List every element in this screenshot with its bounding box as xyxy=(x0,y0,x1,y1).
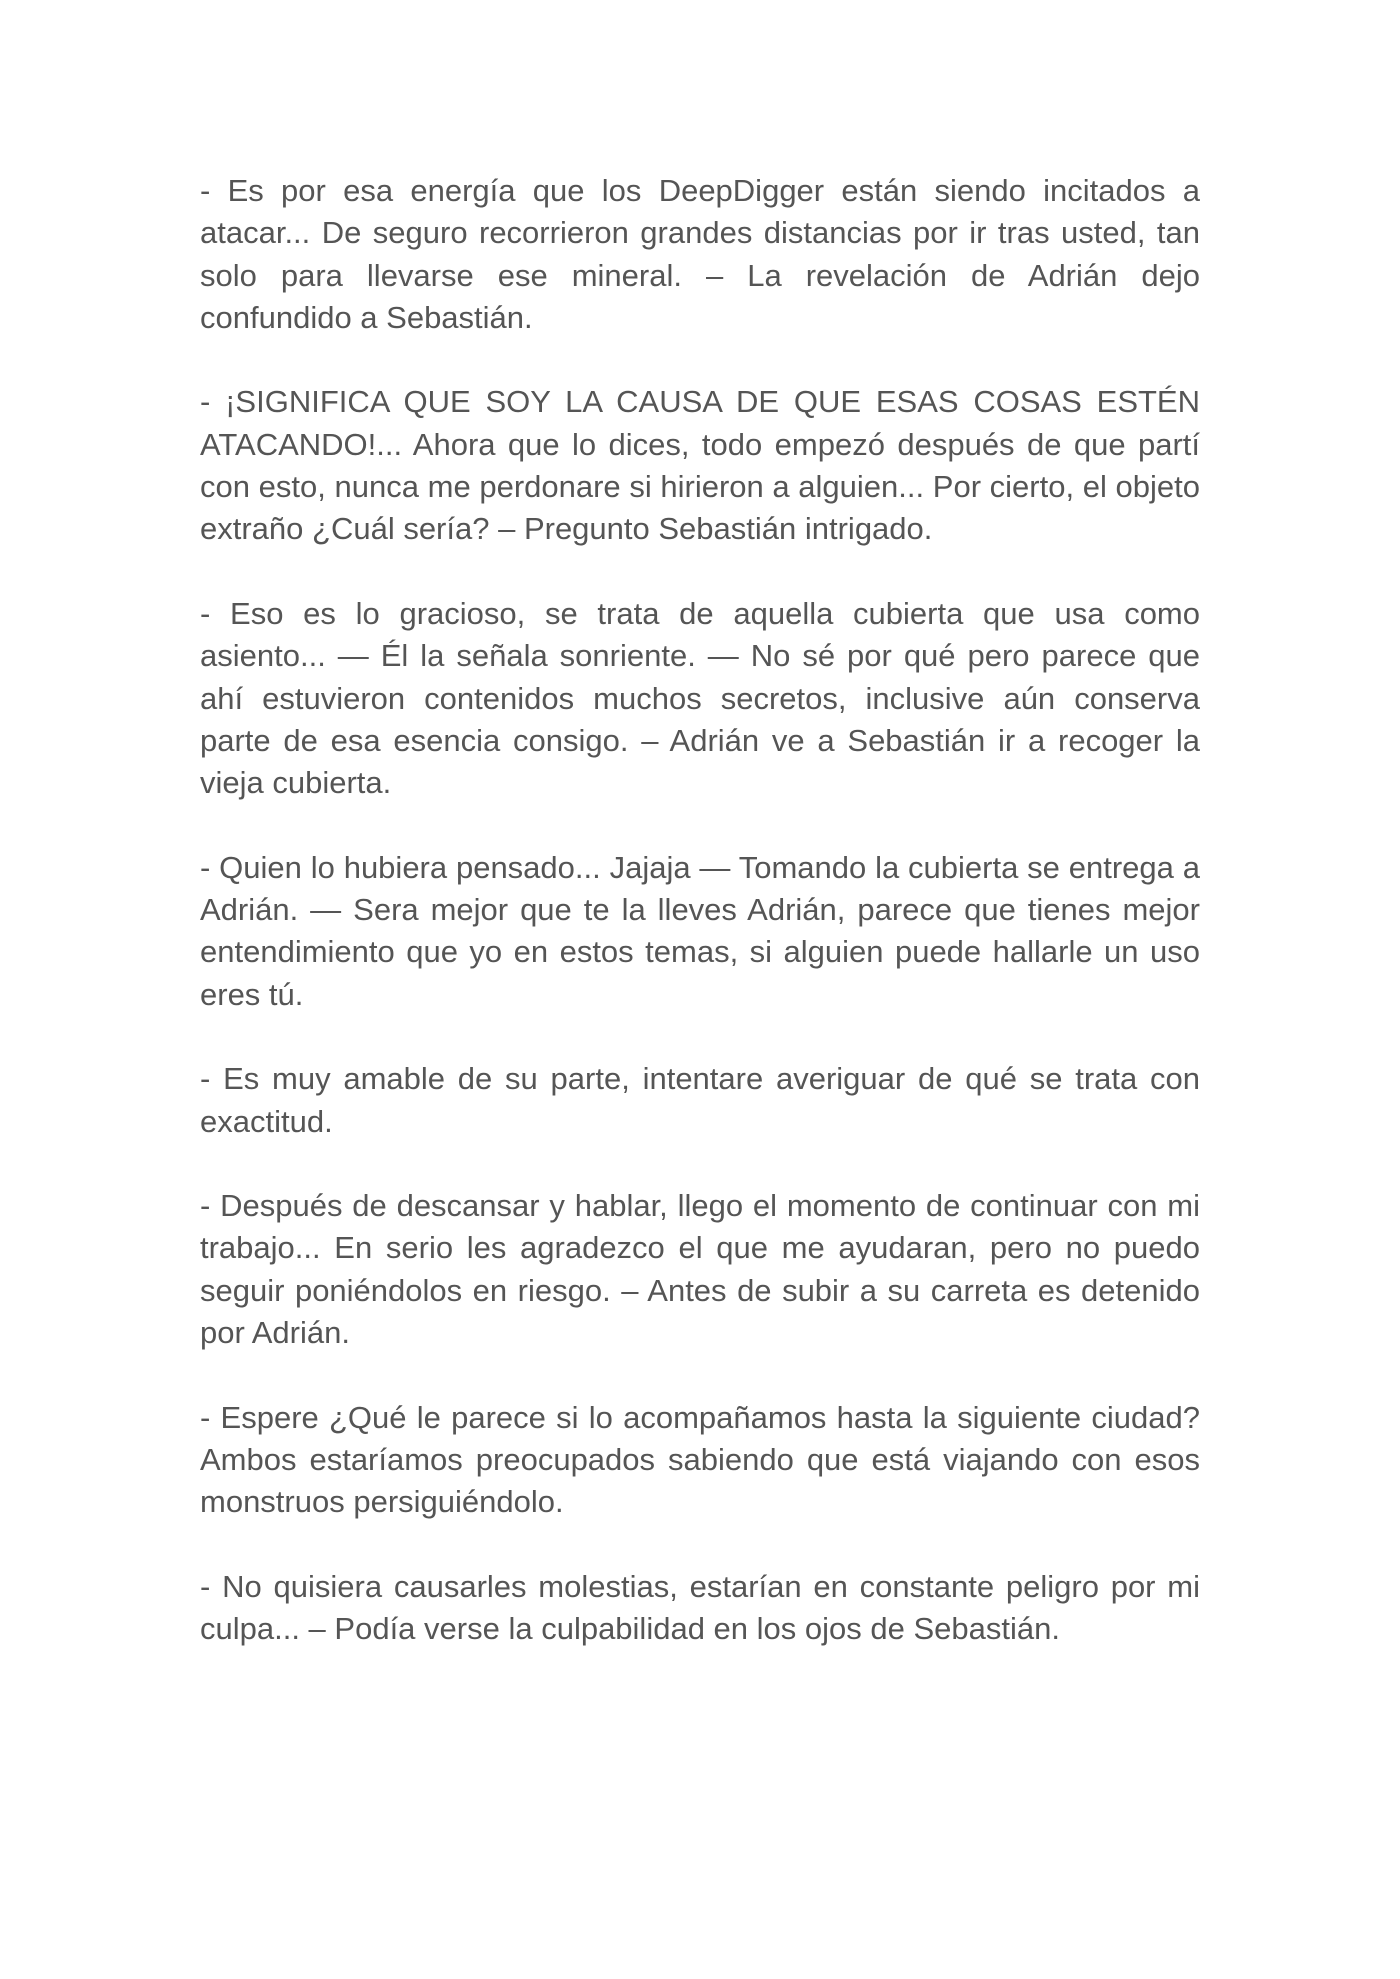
paragraph: - ¡SIGNIFICA QUE SOY LA CAUSA DE QUE ESAS COSAS ESTÉN ATACANDO!... Ahora que lo dices, todo empezó después de que partí con esto, nunca me perdonare si hirieron a alguien... Por cierto, el objeto extraño ¿Cuál sería? – Pregunto Sebastián intrigado. xyxy=(200,384,1200,547)
paragraph: - Es por esa energía que los DeepDigger están siendo incitados a atacar... De seguro recorrieron grandes distancias por ir tras usted, tan solo para llevarse ese mineral. – La revelación de Adrián dejo confundido a Sebastián. xyxy=(200,173,1200,335)
paragraph: - Después de descansar y hablar, llego el momento de continuar con mi trabajo... En serio les agradezco el que me ayudaran, pero no puedo seguir poniéndolos en riesgo. – Antes de subir a su carreta es detenido por Adrián. xyxy=(200,1188,1200,1351)
paragraph: - Eso es lo gracioso, se trata de aquella cubierta que usa como asiento... — Él la señala sonriente. — No sé por qué pero parece que ahí estuvieron contenidos muchos secretos, inclusive aún conserva parte de esa esencia consigo. – Adrián ve a Sebastián ir a recoger la vieja cubierta. xyxy=(200,595,1200,801)
paragraph: - Espere ¿Qué le parece si lo acompañamos hasta la siguiente ciudad? Ambos estaríamos preocupados sabiendo que está viajando con esos monstruos persiguiéndolo. xyxy=(200,1399,1200,1520)
paragraph: - Quien lo hubiera pensado... Jajaja — Tomando la cubierta se entrega a Adrián. — Sera mejor que te la lleves Adrián, parece que tienes mejor entendimiento que yo en estos temas, si alguien puede hallarle un uso eres tú. xyxy=(200,849,1200,1012)
paragraph: - No quisiera causarles molestias, estarían en constante peligro por mi culpa... – Podía verse la culpabilidad en los ojos de Sebastián. xyxy=(200,1568,1200,1647)
document-body xyxy=(200,170,1200,1693)
paragraph: - Es muy amable de su parte, intentare averiguar de qué se trata con exactitud. xyxy=(200,1061,1200,1139)
